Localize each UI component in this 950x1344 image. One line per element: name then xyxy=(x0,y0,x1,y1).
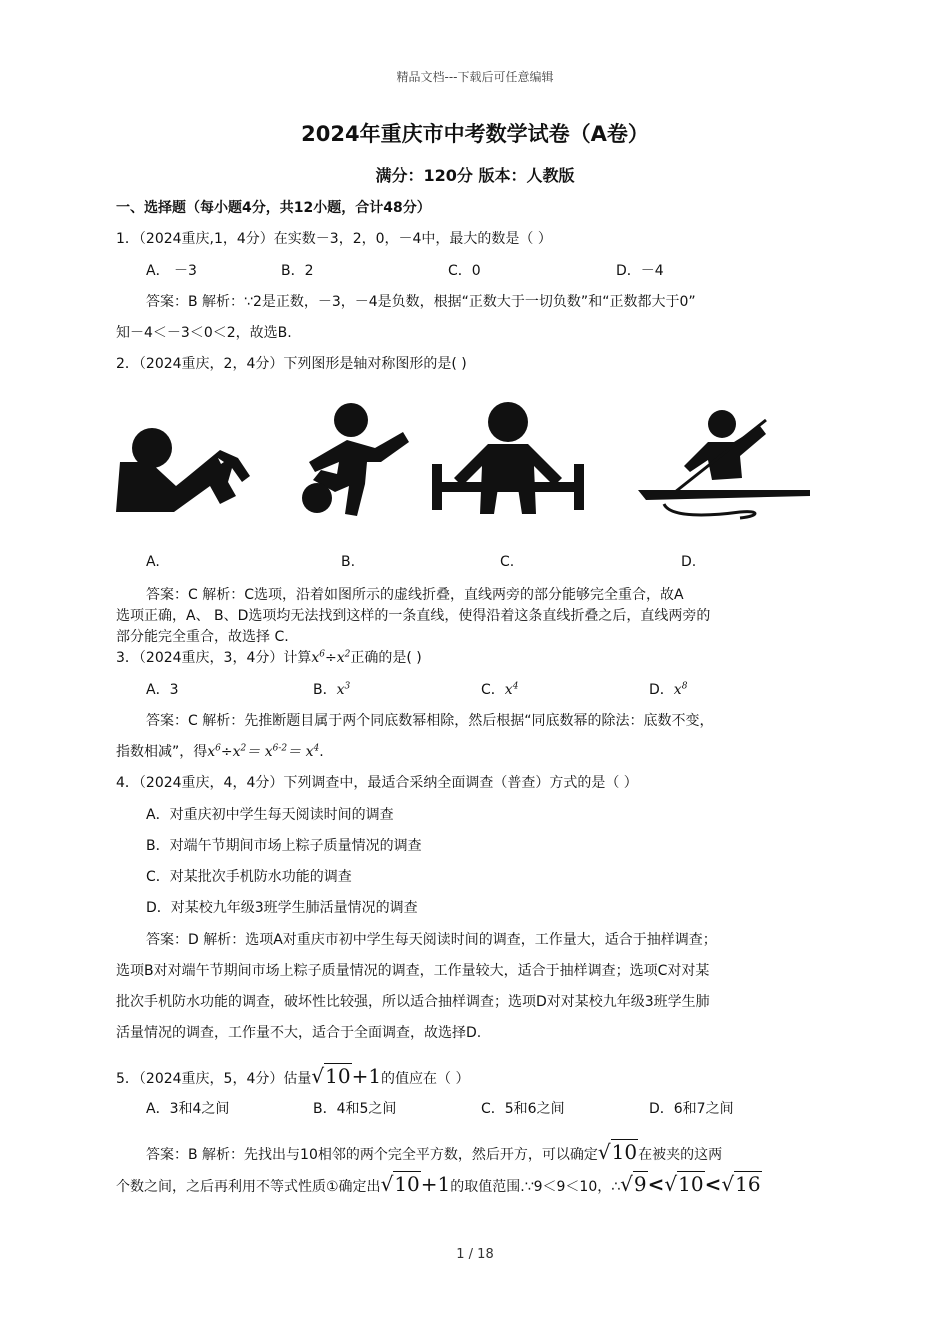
q5-answer-line2 xyxy=(116,1170,762,1201)
q4-answer-line1: 答案：D 解析：选项A对重庆市初中学生每天阅读时间的调查，工作量大，适合于抽样调查； xyxy=(146,932,717,948)
q2-option-a: A. xyxy=(146,554,160,570)
q3-stem-prefix: 3．（2024重庆，3，4分）计算 xyxy=(116,650,312,666)
q3-option-b: B．$x^3$ xyxy=(313,681,351,698)
q5-inequality: √9<√10<√16 xyxy=(620,1172,761,1196)
q3-option-d-exponent: 8 xyxy=(681,681,688,692)
figure-c-weightlifting-icon xyxy=(430,400,590,525)
q3-answer-line1: 答案：C 解析：先推断题目属于两个同底数幂相除，然后根据“同底数幂的除法：底数不变， xyxy=(146,713,714,729)
q3-option-b-exponent: 3 xyxy=(344,681,351,692)
q3-stem-suffix: 正确的是( ) xyxy=(350,650,422,666)
q2-answer-line2: 选项正确，A、 B、D选项均无法找到这样的一条直线，使得沿着这条直线折叠之后，直线两旁的 xyxy=(116,608,711,624)
q1-answer-line1: 答案：B 解析：∵2是正数，－3，－4是负数，根据“正数大于一切负数”和“正数都大于0” xyxy=(146,294,696,310)
figure-a-equestrian-icon xyxy=(110,400,260,525)
q3-option-d: D．$x^8$ xyxy=(649,681,688,698)
q3-option-d-label: D． xyxy=(649,682,674,698)
q4-answer-line3: 批次手机防水功能的调查，破坏性比较强，所以适合抽样调查；选项D对对某校九年级3班学生肺 xyxy=(116,994,710,1010)
q3-answer-suffix: . xyxy=(319,744,324,760)
page-subtitle: 满分：120分 版本：人教版 xyxy=(375,166,575,185)
q1-option-c: C．0 xyxy=(448,263,481,279)
q5-answer-prefix: 答案：B 解析：先找出与10相邻的两个完全平方数，然后开方，可以确定 xyxy=(146,1147,598,1163)
q3-stem xyxy=(116,648,422,668)
q4-stem: 4．（2024重庆，4，4分）下列调查中，最适合采纳全面调查（普查）方式的是（ ） xyxy=(116,775,638,791)
q3-answer-line2 xyxy=(116,742,324,762)
q4-answer-line4: 活量情况的调查，工作量不大，适合于全面调查，故选择D. xyxy=(116,1025,482,1041)
page-title: 2024年重庆市中考数学试卷（A卷） xyxy=(301,122,649,146)
q4-option-c: C．对某批次手机防水功能的调查 xyxy=(146,869,352,885)
q2-stem: 2．（2024重庆，2，4分）下列图形是轴对称图形的是( ) xyxy=(116,356,467,372)
q5-option-b: B．4和5之间 xyxy=(313,1101,397,1117)
q5-answer-suffix: 在被夹的这两 xyxy=(638,1147,723,1163)
q2-answer-line1: 答案：C 解析：C选项，沿着如图所示的虚线折叠，直线两旁的部分能够完全重合，故A xyxy=(146,587,684,603)
page-number: 1 / 18 xyxy=(456,1247,494,1262)
q2-answer-line3: 部分能完全重合，故选择 C. xyxy=(116,629,289,645)
q5-radical-expression: √10+1 xyxy=(311,1064,382,1088)
q1-option-d: D．－4 xyxy=(616,263,664,279)
q5-answer2-radical: √10+1 xyxy=(380,1172,451,1196)
q3-option-b-label: B． xyxy=(313,682,337,698)
q5-option-c: C．5和6之间 xyxy=(481,1101,565,1117)
q5-stem xyxy=(116,1062,470,1093)
q1-option-b: B．2 xyxy=(281,263,314,279)
figure-d-canoeing-icon xyxy=(630,400,820,525)
q3-option-a: A．3 xyxy=(146,682,179,698)
page-header: 精品文档---下载后可任意编辑 xyxy=(396,70,554,84)
q4-option-d: D．对某校九年级3班学生肺活量情况的调查 xyxy=(146,900,418,916)
q2-option-b: B. xyxy=(341,554,356,570)
q4-option-b: B．对端午节期间市场上粽子质量情况的调查 xyxy=(146,838,422,854)
q2-option-c: C. xyxy=(500,554,515,570)
q3-option-c-exponent: 4 xyxy=(512,681,519,692)
q3-expression: $x^6\div x^2$ xyxy=(311,649,351,666)
q4-answer-line2: 选项B对对端午节期间市场上粽子质量情况的调查，工作量较大，适合于抽样调查；选项C对对某 xyxy=(116,963,710,979)
q5-answer2-suffix: 的取值范围.∵9＜9＜10，∴ xyxy=(450,1179,621,1195)
q5-option-d: D．6和7之间 xyxy=(649,1101,734,1117)
q3-option-c-label: C． xyxy=(481,682,505,698)
q1-stem: 1．（2024重庆,1，4分）在实数－3，2，0，－4中，最大的数是（ ） xyxy=(116,231,552,247)
figure-b-soccer-icon xyxy=(295,400,415,525)
q4-option-a: A．对重庆初中学生每天阅读时间的调查 xyxy=(146,807,394,823)
q1-option-a: A． －3 xyxy=(146,263,197,279)
q2-figures xyxy=(110,400,820,525)
q5-answer-radical: √10 xyxy=(597,1140,638,1164)
q5-answer-line1 xyxy=(146,1138,722,1169)
q1-answer-line2: 知－4＜－3＜0＜2，故选B. xyxy=(116,325,292,341)
q2-option-d: D. xyxy=(681,554,697,570)
q3-answer-expression: $x^6\div x^2= x^{6-2}= x^4$ xyxy=(207,743,320,760)
section-heading: 一、选择题（每小题4分，共12小题，合计48分） xyxy=(116,200,431,216)
q3-answer-prefix: 指数相减”，得 xyxy=(116,744,208,760)
q5-stem-prefix: 5．（2024重庆，5，4分）估量 xyxy=(116,1071,312,1087)
q3-option-c: C．$x^4$ xyxy=(481,681,519,698)
q5-option-a: A．3和4之间 xyxy=(146,1101,230,1117)
q5-stem-suffix: 的值应在（ ） xyxy=(381,1071,470,1087)
q5-answer2-prefix: 个数之间，之后再利用不等式性质①确定出 xyxy=(116,1179,381,1195)
